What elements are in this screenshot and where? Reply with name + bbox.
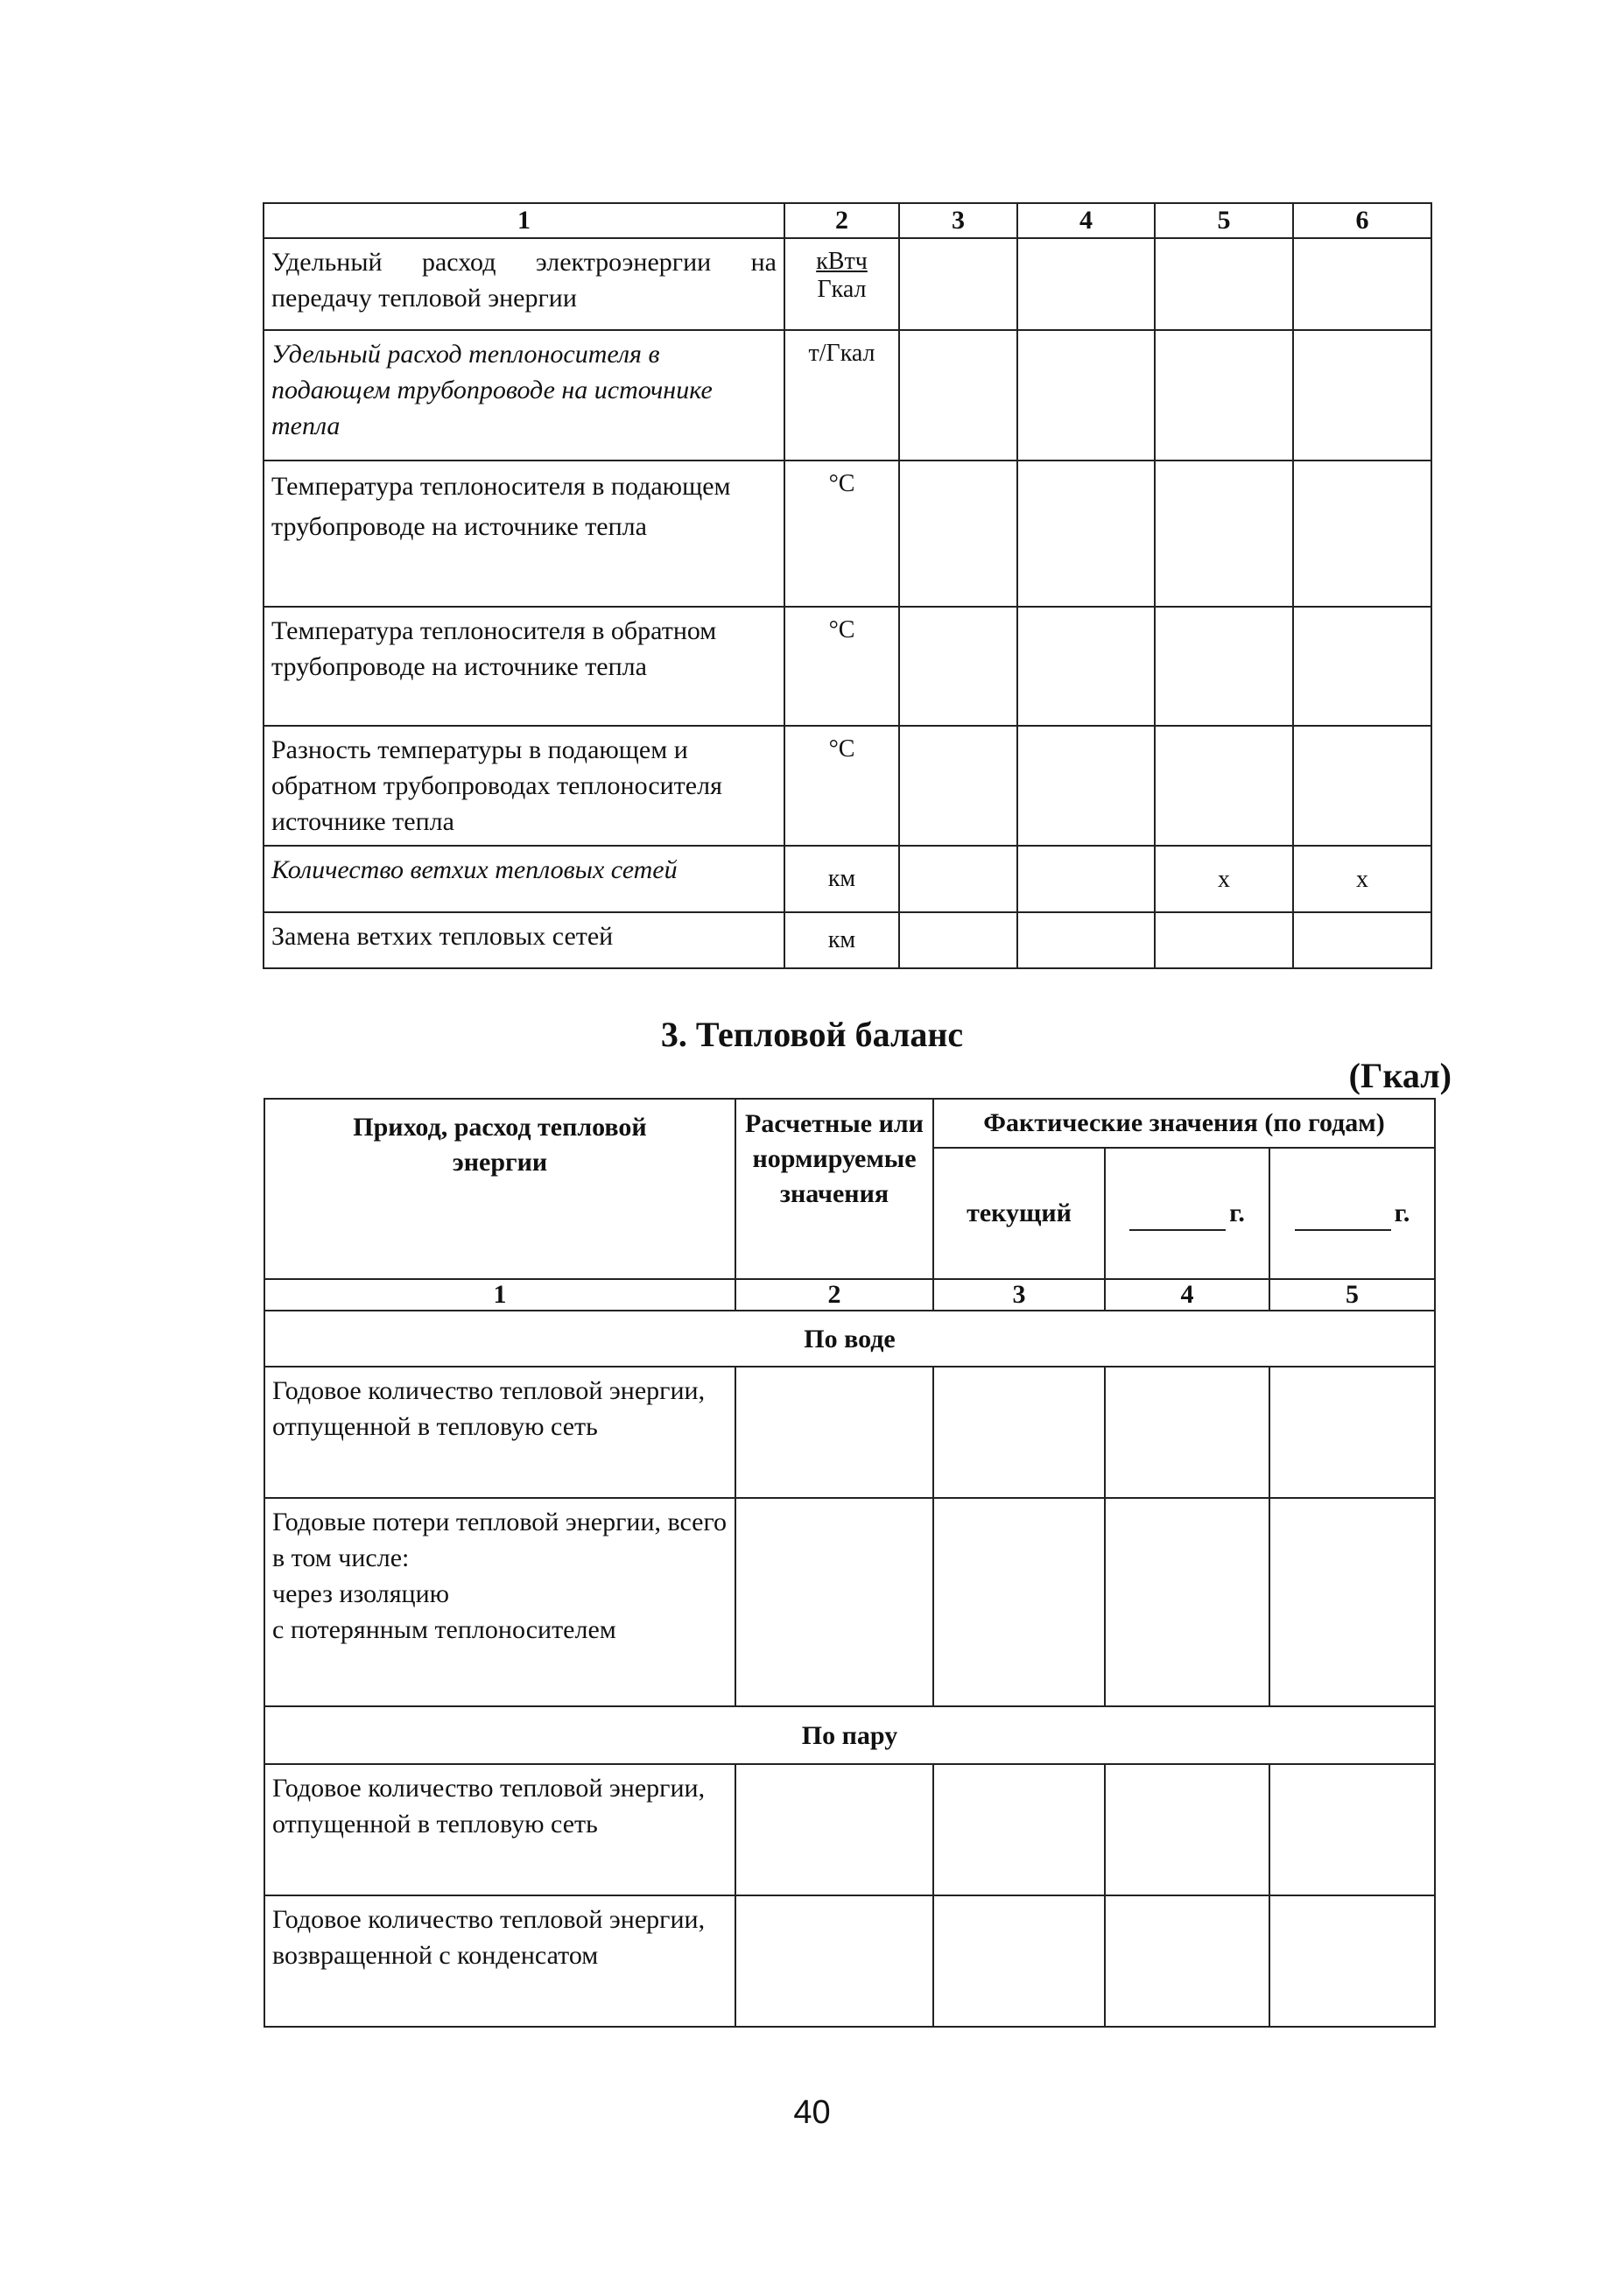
value-cell <box>1155 912 1293 968</box>
column-number: 5 <box>1155 203 1293 238</box>
column-number: 1 <box>264 203 784 238</box>
value-cell <box>1105 1764 1269 1895</box>
table-header-row <box>264 1099 1435 1148</box>
value-cell <box>1269 1498 1435 1706</box>
column-number: 3 <box>899 203 1017 238</box>
value-cell <box>1155 726 1293 846</box>
row-label <box>264 1498 735 1706</box>
value-cell <box>1105 1895 1269 2027</box>
value-cell <box>735 1498 933 1706</box>
value-cell <box>899 238 1017 330</box>
value-cell <box>1017 912 1155 968</box>
year-suffix: г. <box>1229 1199 1245 1227</box>
column-number: 4 <box>1017 203 1155 238</box>
value-cell <box>899 912 1017 968</box>
value-cell <box>1293 726 1431 846</box>
table-row <box>264 1498 1435 1706</box>
section-water: По воде <box>264 1311 1435 1367</box>
row-label: Температура теплоносителя в подающем трубопроводе на источнике тепла <box>264 461 784 607</box>
page-number: 40 <box>793 2094 831 2131</box>
value-cell <box>933 1895 1105 2027</box>
section-row <box>264 1311 1435 1367</box>
value-cell: х <box>1155 846 1293 912</box>
year-suffix: г. <box>1394 1199 1410 1227</box>
units-label: (Гкал) <box>1348 1056 1452 1095</box>
row-label: Годовое количество тепловой энергии, отпущенной в тепловую сеть <box>264 1367 735 1498</box>
column-number: 5 <box>1269 1279 1435 1311</box>
column-number: 4 <box>1105 1279 1269 1311</box>
value-cell <box>1293 238 1431 330</box>
value-cell <box>1017 330 1155 461</box>
row-label: Температура теплоносителя в обратном трубопроводе на источнике тепла <box>264 607 784 726</box>
row-unit <box>784 238 899 330</box>
unit-numerator: кВтч <box>816 248 868 275</box>
table-row <box>264 330 1431 461</box>
header-income-expense: Приход, расход тепловой энергии <box>264 1099 735 1279</box>
table-row <box>264 238 1431 330</box>
header-calculated-values: Расчетные или нормируемые значения <box>735 1099 933 1279</box>
value-cell <box>1155 461 1293 607</box>
row-unit: км <box>784 912 899 968</box>
value-cell <box>899 607 1017 726</box>
value-cell <box>899 461 1017 607</box>
value-cell <box>1017 461 1155 607</box>
value-cell <box>1155 330 1293 461</box>
column-numbers-row <box>264 1279 1435 1311</box>
row-label-line: через изоляцию <box>272 1579 450 1608</box>
value-cell <box>1017 607 1155 726</box>
row-label: Разность температуры в подающем и обратном трубопроводах теплоносителя источнике тепла <box>264 726 784 846</box>
value-cell <box>933 1498 1105 1706</box>
header-year <box>1105 1148 1269 1279</box>
value-cell <box>1155 238 1293 330</box>
table-row <box>264 846 1431 912</box>
row-label: Годовое количество тепловой энергии, отпущенной в тепловую сеть <box>264 1764 735 1895</box>
value-cell <box>1269 1367 1435 1498</box>
header-year <box>1269 1148 1435 1279</box>
value-cell <box>1017 726 1155 846</box>
row-label-line: с потерянным теплоносителем <box>272 1615 616 1644</box>
section-row <box>264 1706 1435 1764</box>
row-unit: °С <box>784 607 899 726</box>
table-row <box>264 1764 1435 1895</box>
value-cell <box>1293 912 1431 968</box>
table-row <box>264 1367 1435 1498</box>
column-number: 6 <box>1293 203 1431 238</box>
row-unit: °С <box>784 726 899 846</box>
column-number: 3 <box>933 1279 1105 1311</box>
section-steam: По пару <box>264 1706 1435 1764</box>
table-row <box>264 461 1431 607</box>
row-label: Замена ветхих тепловых сетей <box>264 912 784 968</box>
column-number: 1 <box>264 1279 735 1311</box>
table-header-row <box>264 203 1431 238</box>
value-cell <box>899 330 1017 461</box>
row-label: Удельный расход теплоносителя в подающем трубопроводе на источнике тепла <box>264 330 784 461</box>
value-cell <box>1017 846 1155 912</box>
row-label-line: Годовые потери тепловой энергии, всего <box>272 1508 728 1536</box>
row-unit: км <box>784 846 899 912</box>
value-cell <box>1105 1498 1269 1706</box>
value-cell <box>1269 1895 1435 2027</box>
header-current-year: текущий <box>933 1148 1105 1279</box>
year-blank <box>1129 1203 1226 1231</box>
row-label: Годовое количество тепловой энергии, возвращенной с конденсатом <box>264 1895 735 2027</box>
value-cell <box>1293 461 1431 607</box>
year-blank <box>1295 1203 1391 1231</box>
row-label-line: в том числе: <box>272 1543 410 1572</box>
value-cell <box>1105 1367 1269 1498</box>
value-cell <box>1293 607 1431 726</box>
section-title: 3. Тепловой баланс <box>660 1015 964 1054</box>
value-cell <box>735 1367 933 1498</box>
column-number: 2 <box>784 203 899 238</box>
column-number: 2 <box>735 1279 933 1311</box>
table-row <box>264 1895 1435 2027</box>
value-cell <box>1017 238 1155 330</box>
value-cell <box>1269 1764 1435 1895</box>
table-row <box>264 912 1431 968</box>
unit-fraction <box>816 248 868 304</box>
heat-balance-table <box>264 1098 1436 2028</box>
value-cell: х <box>1293 846 1431 912</box>
value-cell <box>899 846 1017 912</box>
value-cell <box>1155 607 1293 726</box>
table-row <box>264 726 1431 846</box>
value-cell <box>735 1895 933 2027</box>
value-cell <box>933 1367 1105 1498</box>
row-unit: °С <box>784 461 899 607</box>
row-label: Удельный расход электроэнергии на передачу тепловой энергии <box>264 238 784 330</box>
value-cell <box>933 1764 1105 1895</box>
indicators-table <box>263 202 1432 969</box>
value-cell <box>1293 330 1431 461</box>
row-unit: т/Гкал <box>784 330 899 461</box>
header-actual-values: Фактические значения (по годам) <box>933 1099 1435 1148</box>
value-cell <box>735 1764 933 1895</box>
table-row <box>264 607 1431 726</box>
row-label: Количество ветхих тепловых сетей <box>264 846 784 912</box>
unit-denominator: Гкал <box>817 276 867 303</box>
value-cell <box>899 726 1017 846</box>
